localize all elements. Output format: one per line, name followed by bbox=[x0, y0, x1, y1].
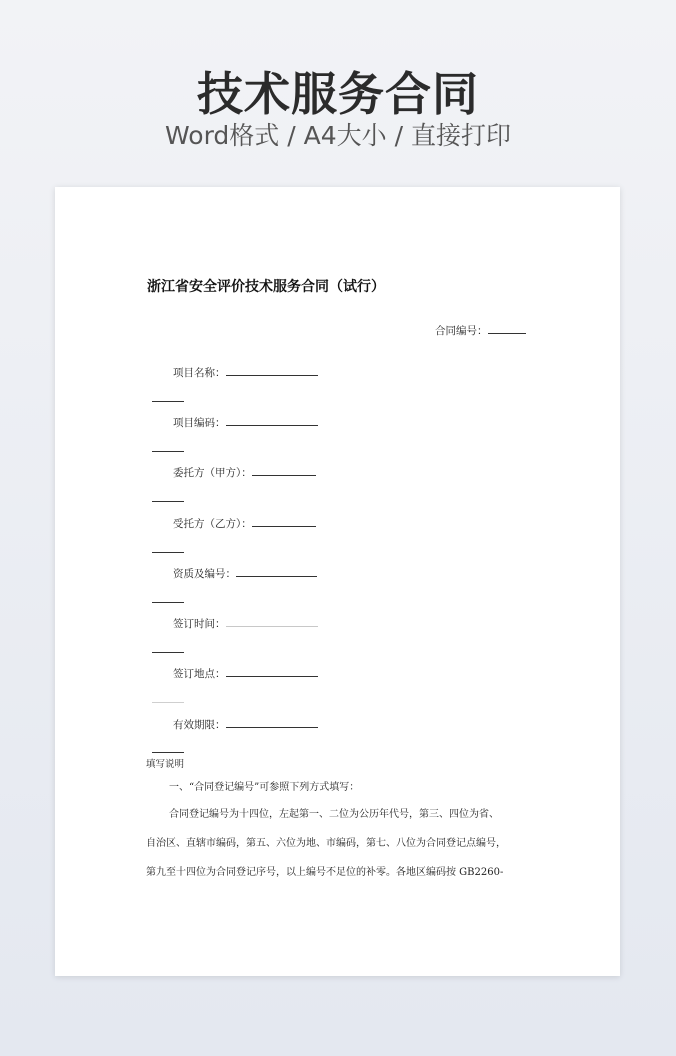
field-label: 签订时间： bbox=[173, 618, 226, 630]
instructions-heading: 填写说明 bbox=[146, 759, 185, 770]
field-blank bbox=[226, 363, 318, 376]
field-label: 项目编码： bbox=[173, 417, 226, 429]
instruction-line: 第九至十四位为合同登记序号，以上编号不足位的补零。各地区编码按 GB2260- bbox=[146, 867, 504, 878]
field-label: 项目名称： bbox=[173, 367, 226, 379]
banner-title: 技术服务合同 bbox=[197, 67, 479, 121]
field-continuation-line bbox=[152, 501, 184, 502]
field-continuation-line bbox=[152, 602, 184, 603]
field-continuation-line bbox=[152, 702, 184, 703]
field-signing-place bbox=[173, 664, 318, 682]
field-label: 资质及编号： bbox=[173, 568, 236, 580]
field-label: 有效期限： bbox=[173, 719, 226, 731]
field-blank bbox=[252, 514, 316, 527]
field-project-name bbox=[173, 363, 318, 381]
field-blank bbox=[236, 564, 317, 577]
field-label: 受托方（乙方）： bbox=[173, 518, 252, 530]
contract-number-blank bbox=[488, 321, 526, 334]
field-project-code bbox=[173, 413, 318, 431]
document-title: 浙江省安全评价技术服务合同（试行） bbox=[147, 279, 385, 295]
instruction-line: 合同登记编号为十四位，左起第一、二位为公历年代号，第三、四位为省、 bbox=[169, 809, 499, 820]
instruction-line: 自治区、直辖市编码，第五、六位为地、市编码，第七、八位为合同登记点编号， bbox=[146, 838, 506, 849]
field-client-party-a bbox=[173, 463, 316, 481]
instruction-line: 一、“合同登记编号”可参照下列方式填写： bbox=[169, 782, 360, 793]
field-blank bbox=[226, 715, 318, 728]
field-blank bbox=[226, 413, 318, 426]
field-label: 签订地点： bbox=[173, 668, 226, 680]
field-validity-period bbox=[173, 715, 318, 733]
contract-number-line bbox=[435, 321, 526, 339]
field-continuation-line bbox=[152, 752, 184, 753]
field-blank bbox=[252, 463, 316, 476]
field-contractor-party-b bbox=[173, 514, 316, 532]
field-continuation-line bbox=[152, 652, 184, 653]
field-continuation-line bbox=[152, 401, 184, 402]
field-signing-date bbox=[173, 614, 318, 632]
banner-subtitle: Word格式 / A4大小 / 直接打印 bbox=[165, 121, 511, 150]
field-blank bbox=[226, 614, 318, 627]
field-qualification-number bbox=[173, 564, 317, 582]
field-continuation-line bbox=[152, 451, 184, 452]
field-continuation-line bbox=[152, 552, 184, 553]
field-label: 委托方（甲方）： bbox=[173, 467, 252, 479]
document-page bbox=[55, 187, 620, 976]
contract-number-label: 合同编号： bbox=[435, 325, 488, 337]
field-blank bbox=[226, 664, 318, 677]
